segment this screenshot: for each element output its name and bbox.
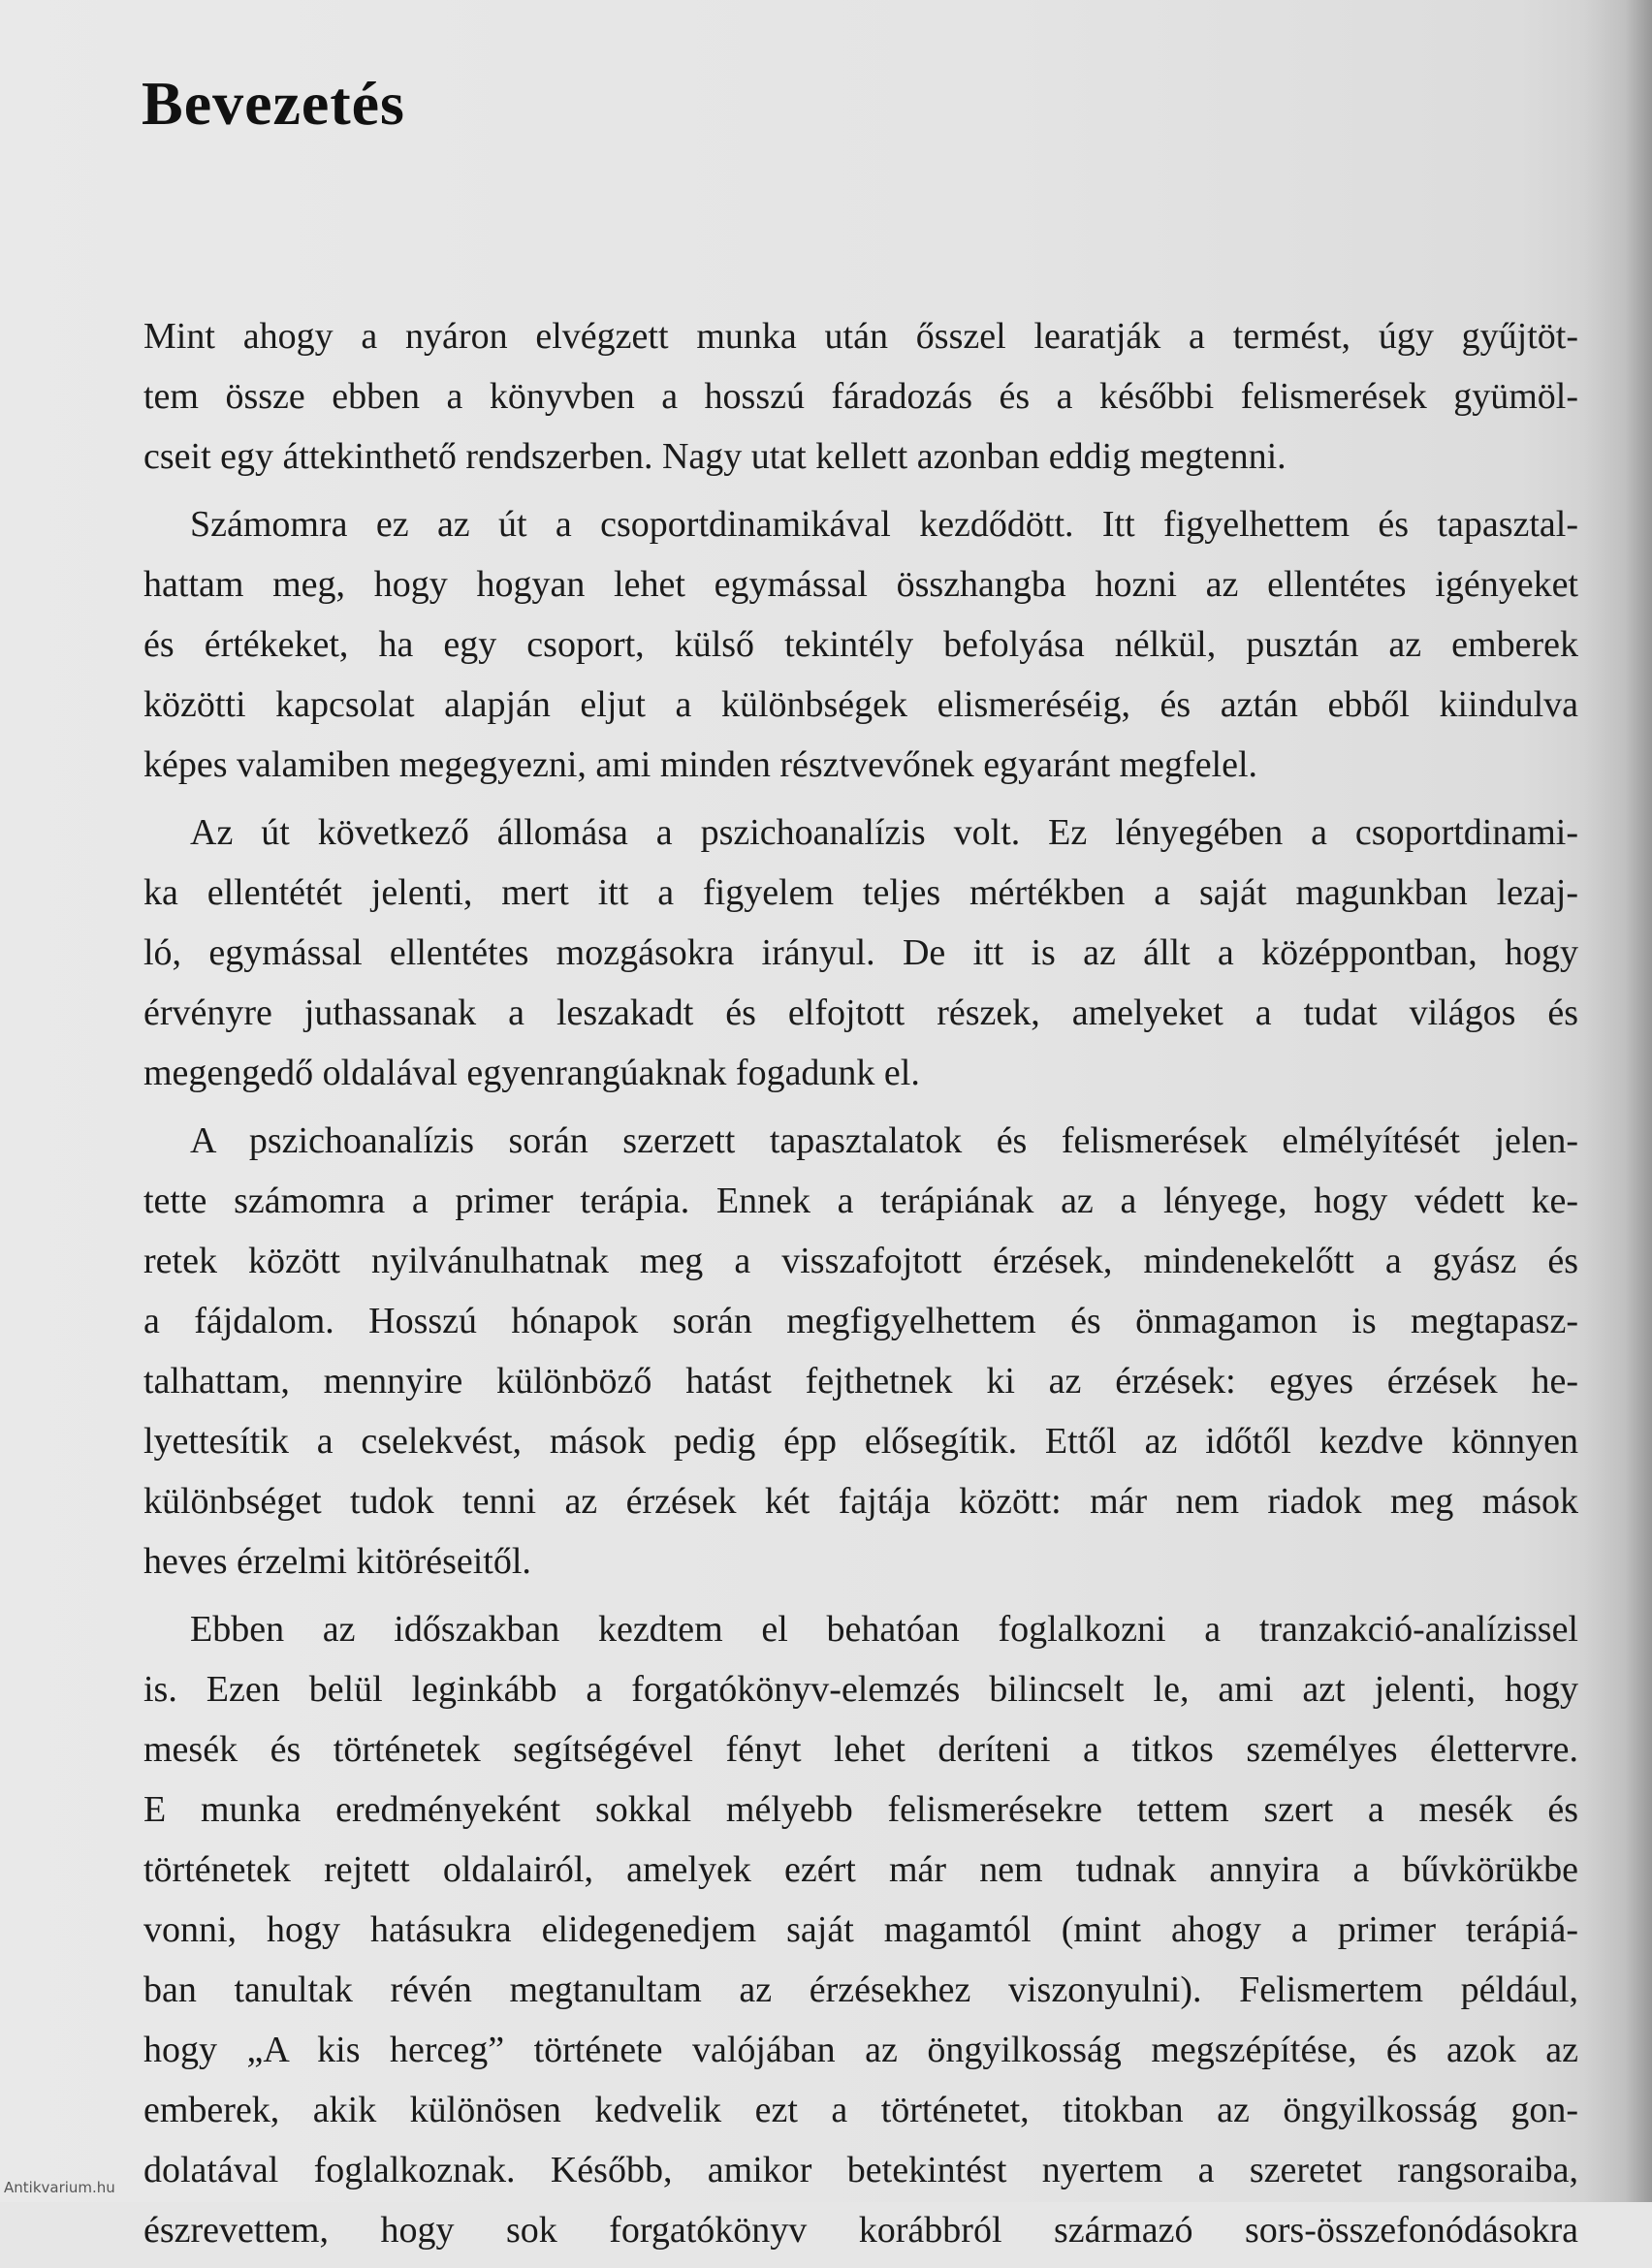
text-line: különbséget tudok tenni az érzések két fajtája között: már nem riadok meg mások (143, 1481, 1578, 1522)
text-line: ban tanultak révén megtanultam az érzésekhez viszonyulni). Felismertem például, (143, 1969, 1578, 2010)
text-line: Az út következő állomása a pszichoanalízis volt. Ez lényegében a csoportdinami- (190, 812, 1578, 853)
text-line: ka ellentétét jelenti, mert itt a figyelem teljes mértékben a saját magunkban lezaj- (143, 872, 1578, 913)
text-line: hattam meg, hogy hogyan lehet egymással összhangba hozni az ellentétes igényeket (143, 564, 1578, 605)
paragraph-2 (143, 494, 1578, 795)
text-line: érvényre juthassanak a leszakadt és elfojtott részek, amelyeket a tudat világos és (143, 992, 1578, 1033)
paragraph-1 (143, 306, 1578, 487)
body-text (143, 306, 1578, 2268)
text-line: mesék és történetek segítségével fényt lehet deríteni a titkos személyes élettervre. (143, 1729, 1578, 1770)
paragraph-4 (143, 1111, 1578, 1591)
text-line: vonni, hogy hatásukra elidegenedjem saját magamtól (mint ahogy a primer terápiá- (143, 1909, 1578, 1950)
watermark-text: Antikvarium.hu (4, 2179, 115, 2196)
text-line: retek között nyilvánulhatnak meg a visszafojtott érzések, mindenekelőtt a gyász és (143, 1241, 1578, 1281)
page-edge-shadow (1584, 0, 1652, 2202)
text-line: emberek, akik különösen kedvelik ezt a történetet, titokban az öngyilkosság gon- (143, 2090, 1578, 2130)
text-line: történetek rejtett oldalairól, amelyek ezért már nem tudnak annyira a bűvkörükbe (143, 1849, 1578, 1890)
text-line: cseit egy áttekinthető rendszerben. Nagy utat kellett azonban eddig megtenni. (143, 436, 1287, 477)
text-line: tette számomra a primer terápia. Ennek a terápiának az a lényege, hogy védett ke- (143, 1181, 1578, 1221)
text-line: megengedő oldalával egyenrangúaknak fogadunk el. (143, 1053, 920, 1093)
text-line: lyettesítik a cselekvést, mások pedig épp elősegítik. Ettől az időtől kezdve könnyen (143, 1421, 1578, 1462)
text-line: Mint ahogy a nyáron elvégzett munka után ősszel learatják a termést, úgy gyűjtöt- (143, 316, 1578, 357)
text-line: A pszichoanalízis során szerzett tapasztalatok és felismerések elmélyítését jelen- (190, 1120, 1578, 1161)
text-line: közötti kapcsolat alapján eljut a különbségek elismeréséig, és aztán ebből kiindulva (143, 684, 1578, 725)
text-line: dolatával foglalkoznak. Később, amikor betekintést nyertem a szeretet rangsoraiba, (143, 2150, 1578, 2190)
text-line: és értékeket, ha egy csoport, külső tekintély befolyása nélkül, pusztán az emberek (143, 624, 1578, 665)
text-line: észrevettem, hogy sok forgatókönyv korábbról származó sors-összefonódásokra (143, 2210, 1578, 2251)
text-line: E munka eredményeként sokkal mélyebb felismerésekre tettem szert a mesék és (143, 1789, 1578, 1830)
text-line: képes valamiben megegyezni, ami minden résztvevőnek egyaránt megfelel. (143, 744, 1258, 785)
paragraph-5 (143, 1599, 1578, 2260)
text-line: tem össze ebben a könyvben a hosszú fáradozás és a későbbi felismerések gyümöl- (143, 376, 1578, 417)
text-line: a fájdalom. Hosszú hónapok során megfigyelhettem és önmagamon is megtapasz- (143, 1301, 1578, 1341)
chapter-heading: Bevezetés (142, 69, 405, 138)
text-line: Számomra ez az út a csoportdinamikával kezdődött. Itt figyelhettem és tapasztal- (190, 504, 1578, 545)
text-line: ló, egymással ellentétes mozgásokra irányul. De itt is az állt a középpontban, hogy (143, 932, 1578, 973)
text-line: is. Ezen belül leginkább a forgatókönyv-elemzés bilincselt le, ami azt jelenti, hogy (143, 1669, 1578, 1710)
text-line: Ebben az időszakban kezdtem el behatóan foglalkozni a tranzakció-analízissel (190, 1609, 1578, 1650)
text-line: talhattam, mennyire különböző hatást fejthetnek ki az érzések: egyes érzések he- (143, 1361, 1578, 1402)
text-line: hogy „A kis herceg” története valójában az öngyilkosság megszépítése, és azok az (143, 2030, 1578, 2070)
text-line: heves érzelmi kitöréseitől. (143, 1541, 531, 1582)
paragraph-3 (143, 803, 1578, 1103)
